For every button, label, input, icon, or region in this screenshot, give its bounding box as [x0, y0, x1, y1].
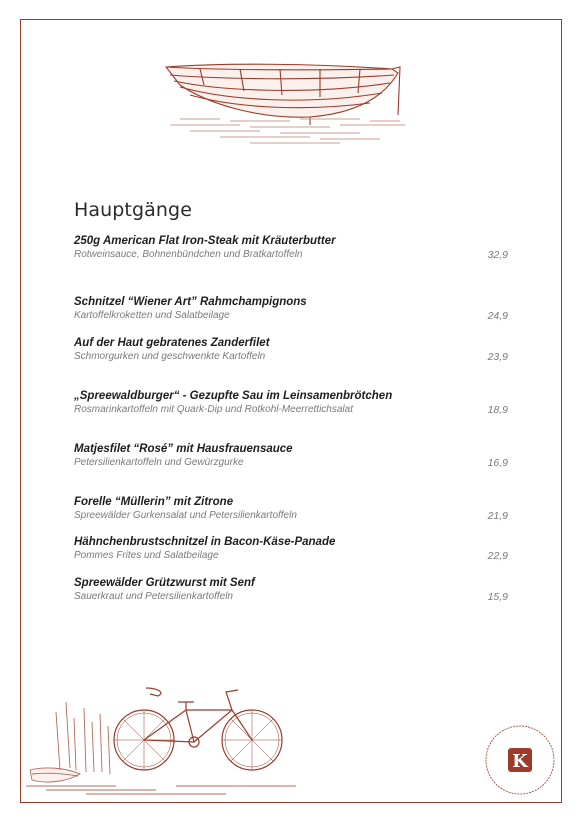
- menu-item: [74, 535, 514, 563]
- dish-description: Rotweinsauce, Bohnenbündchen und Bratkartoffeln: [74, 249, 303, 260]
- dish-price: 18,9: [487, 404, 508, 416]
- dish-name: 250g American Flat Iron-Steak mit Kräuterbutter: [74, 235, 336, 247]
- menu-item: [74, 234, 514, 262]
- koloniesechaenke-logo: [482, 722, 558, 798]
- logo-letter: K: [512, 751, 528, 772]
- dish-price: 22,9: [487, 550, 508, 562]
- section-title: Hauptgänge: [74, 198, 192, 221]
- dish-price: 32,9: [487, 249, 508, 261]
- dish-description: Spreewälder Gurkensalat und Petersilienkartoffeln: [74, 510, 297, 521]
- dish-price: 21,9: [487, 510, 508, 522]
- dish-name: Spreewälder Grützwurst mit Senf: [74, 577, 255, 589]
- menu-item: [74, 576, 514, 604]
- dish-name: Auf der Haut gebratenes Zanderfilet: [74, 337, 270, 349]
- dish-description: Pommes Frites und Salatbeilage: [74, 550, 219, 561]
- menu-item: [74, 336, 514, 364]
- dish-description: Petersilienkartoffeln und Gewürzgurke: [74, 457, 244, 468]
- menu-item: [74, 389, 514, 417]
- rowboat-illustration: [160, 55, 412, 155]
- dish-name: Forelle “Müllerin” mit Zitrone: [74, 496, 234, 508]
- dish-description: Rosmarinkartoffeln mit Quark-Dip und Rotkohl-Meerrettichsalat: [74, 404, 353, 415]
- dish-description: Schmorgurken und geschwenkte Kartoffeln: [74, 351, 266, 362]
- dish-description: Sauerkraut und Petersilienkartoffeln: [74, 591, 233, 602]
- dish-price: 16,9: [487, 457, 508, 469]
- menu-item: [74, 495, 514, 523]
- dish-name: Schnitzel “Wiener Art” Rahmchampignons: [74, 296, 307, 308]
- dish-price: 24,9: [487, 310, 508, 322]
- bicycle-illustration: [26, 682, 306, 800]
- dish-description: Kartoffelkroketten und Salatbeilage: [74, 310, 230, 321]
- dish-price: 23,9: [487, 351, 508, 363]
- dish-name: Hähnchenbrustschnitzel in Bacon-Käse-Panade: [74, 536, 336, 548]
- dish-name: Matjesfilet “Rosé” mit Hausfrauensauce: [74, 443, 293, 455]
- menu-item: [74, 295, 514, 323]
- menu-item: [74, 442, 514, 470]
- dish-price: 15,9: [487, 591, 508, 603]
- dish-name: „Spreewaldburger“ - Gezupfte Sau im Leinsamenbrötchen: [74, 390, 393, 402]
